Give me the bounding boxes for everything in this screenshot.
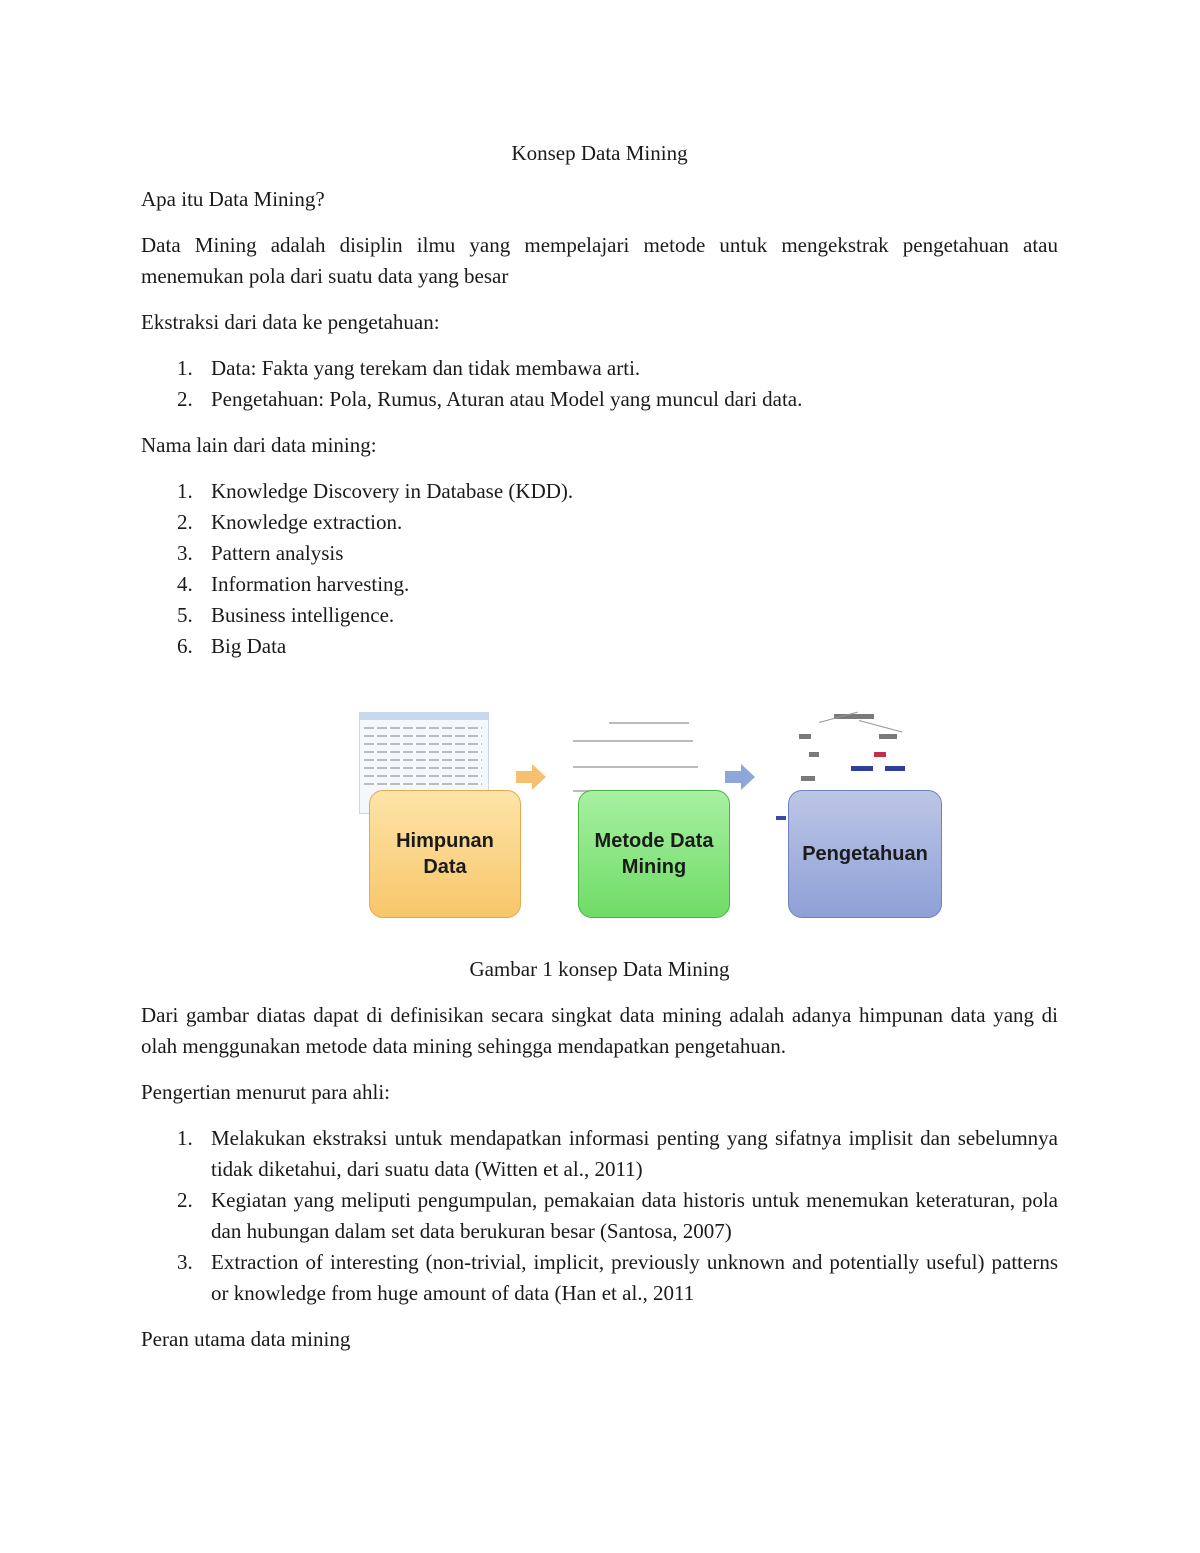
list-number: 5. <box>177 603 193 627</box>
summary-paragraph: Dari gambar diatas dapat di definisikan secara singkat data mining adalah adanya himpunan data yang di olah menggunakan metode data mining sehingga mendapatkan pengetahuan. <box>141 1003 1058 1058</box>
tree-node <box>799 734 811 739</box>
list-number: 3. <box>177 1250 193 1274</box>
spreadsheet-row <box>364 743 482 745</box>
list-number: 1. <box>177 479 193 503</box>
list-text: Kegiatan yang meliputi pengumpulan, pemakaian data historis untuk menemukan keteraturan, pola dan hubungan dalam set data berukuran besar (Santosa, 2007) <box>211 1188 1058 1243</box>
right-arrow-icon <box>516 762 546 792</box>
list-number: 6. <box>177 634 193 658</box>
tree-node <box>874 752 886 757</box>
list-item <box>141 538 1058 569</box>
tree-node <box>851 766 873 771</box>
formula-line <box>573 740 693 742</box>
list-text: Information harvesting. <box>211 572 410 596</box>
list-text: Pattern analysis <box>211 541 344 565</box>
dataset-box <box>369 790 521 918</box>
list-number: 3. <box>177 541 193 565</box>
list-number: 1. <box>177 1126 193 1150</box>
list-item <box>141 384 1058 415</box>
spreadsheet-row <box>364 735 482 737</box>
tree-node <box>809 752 819 757</box>
spreadsheet-toolbar <box>360 713 488 720</box>
knowledge-box <box>788 790 942 918</box>
extraction-list <box>141 353 1058 415</box>
question-heading: Apa itu Data Mining? <box>141 187 325 211</box>
spreadsheet-row <box>364 783 482 785</box>
list-text: Big Data <box>211 634 287 658</box>
method-box-label: Metode Data Mining <box>594 830 714 878</box>
page-title: Konsep Data Mining <box>511 141 688 165</box>
list-text: Data: Fakta yang terekam dan tidak membawa arti. <box>211 356 641 380</box>
list-text: Extraction of interesting (non-trivial, implicit, previously unknown and potentially useful) patterns or knowledge from huge amount of data (Han et al., 2011 <box>211 1250 1058 1305</box>
list-number: 2. <box>177 387 193 411</box>
spreadsheet-row <box>364 751 482 753</box>
list-number: 2. <box>177 510 193 534</box>
method-box <box>578 790 730 918</box>
list-number: 2. <box>177 1188 193 1212</box>
other-names-list <box>141 476 1058 662</box>
list-item <box>141 353 1058 384</box>
spreadsheet-row <box>364 759 482 761</box>
formula-line <box>609 722 689 724</box>
list-text: Business intelligence. <box>211 603 395 627</box>
list-text: Knowledge extraction. <box>211 510 403 534</box>
document-body <box>141 138 1058 1370</box>
list-item <box>141 1247 1058 1309</box>
role-heading: Peran utama data mining <box>141 1327 351 1351</box>
data-mining-concept-figure <box>141 712 1058 944</box>
list-text: Melakukan ekstraksi untuk mendapatkan informasi penting yang sifatnya implisit dan sebelumnya tidak diketahui, dari suatu data (Witten et al., 2011) <box>211 1126 1058 1181</box>
definition-paragraph: Data Mining adalah disiplin ilmu yang mempelajari metode untuk mengekstrak pengetahuan atau menemukan pola dari suatu data yang besar <box>141 233 1058 288</box>
right-arrow-icon <box>725 762 755 792</box>
tree-node <box>801 776 815 781</box>
list-text: Knowledge Discovery in Database (KDD). <box>211 479 574 503</box>
spreadsheet-row <box>364 727 482 729</box>
figure-caption: Gambar 1 konsep Data Mining <box>469 957 730 981</box>
tree-node <box>885 766 905 771</box>
list-item <box>141 507 1058 538</box>
list-text: Pengetahuan: Pola, Rumus, Aturan atau Model yang muncul dari data. <box>211 387 803 411</box>
spreadsheet-row <box>364 775 482 777</box>
list-number: 4. <box>177 572 193 596</box>
dataset-box-label: Himpunan Data <box>396 830 494 878</box>
list-item <box>141 476 1058 507</box>
equals-mark <box>776 816 786 820</box>
list-number: 1. <box>177 356 193 380</box>
tree-node <box>879 734 897 739</box>
list-item <box>141 1123 1058 1185</box>
formula-line <box>573 766 698 768</box>
list-item <box>141 600 1058 631</box>
knowledge-box-label: Pengetahuan <box>802 843 928 865</box>
experts-list <box>141 1123 1058 1309</box>
tree-edge <box>859 720 903 733</box>
list-item <box>141 569 1058 600</box>
experts-heading: Pengertian menurut para ahli: <box>141 1080 390 1104</box>
spreadsheet-row <box>364 767 482 769</box>
extraction-heading: Ekstraksi dari data ke pengetahuan: <box>141 310 440 334</box>
other-names-heading: Nama lain dari data mining: <box>141 433 377 457</box>
list-item <box>141 631 1058 662</box>
list-item <box>141 1185 1058 1247</box>
